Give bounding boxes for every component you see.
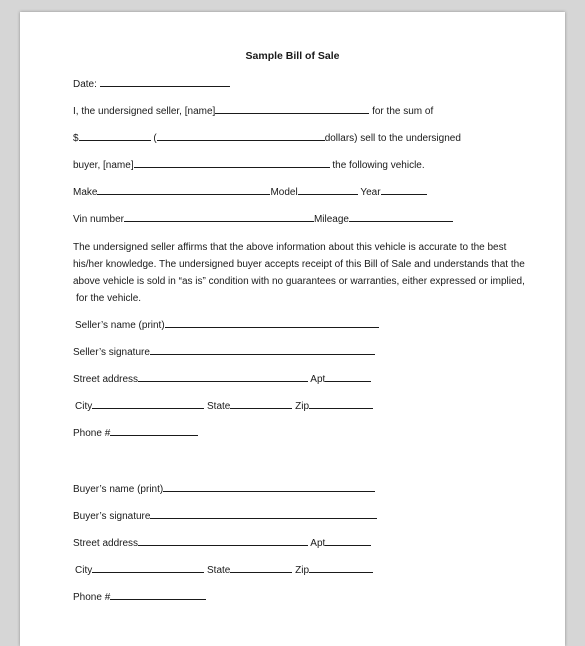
vin-row	[73, 211, 453, 226]
seller-city-field[interactable]	[92, 398, 204, 409]
document-page	[20, 12, 565, 646]
amount-words-field[interactable]	[157, 130, 325, 141]
mileage-label: Mileage	[313, 214, 349, 225]
seller-city-row	[75, 398, 373, 413]
amount-suffix: dollars) sell to the undersigned	[324, 133, 461, 144]
vehicle-row	[73, 184, 427, 199]
buyer-name-field[interactable]	[134, 157, 330, 168]
seller-state-field[interactable]	[230, 398, 292, 409]
seller-street-row	[73, 371, 371, 386]
seller-statement-prefix: I, the undersigned seller, [name]	[73, 106, 216, 117]
buyer-state-field[interactable]	[230, 562, 292, 573]
seller-signature-row	[73, 344, 375, 359]
amount-open-paren: (	[153, 133, 157, 144]
buyer-city-label: City	[75, 565, 93, 576]
buyer-phone-row	[73, 589, 206, 604]
affirmation-paragraph	[73, 239, 525, 307]
seller-phone-field[interactable]	[110, 425, 198, 436]
amount-row	[73, 130, 461, 145]
buyer-apt-label: Apt	[310, 538, 326, 549]
seller-apt-label: Apt	[310, 374, 326, 385]
vin-label: Vin number	[73, 214, 124, 225]
seller-name-field[interactable]	[215, 103, 369, 114]
model-label: Model	[270, 187, 298, 198]
date-field[interactable]	[100, 76, 230, 87]
year-field[interactable]	[381, 184, 427, 195]
buyer-statement-prefix: buyer, [name]	[73, 160, 134, 171]
seller-street-field[interactable]	[138, 371, 308, 382]
date-label: Date:	[73, 79, 97, 90]
mileage-field[interactable]	[349, 211, 453, 222]
buyer-statement-suffix: the following vehicle.	[332, 160, 425, 171]
seller-zip-field[interactable]	[309, 398, 373, 409]
dollar-sign: $	[73, 133, 79, 144]
make-field[interactable]	[97, 184, 270, 195]
seller-signature-field[interactable]	[150, 344, 375, 355]
buyer-signature-row	[73, 508, 377, 523]
model-field[interactable]	[298, 184, 358, 195]
buyer-city-field[interactable]	[92, 562, 204, 573]
buyer-street-row	[73, 535, 371, 550]
seller-print-name-field[interactable]	[165, 317, 379, 328]
buyer-signature-field[interactable]	[150, 508, 377, 519]
buyer-print-name-field[interactable]	[163, 481, 375, 492]
buyer-street-field[interactable]	[138, 535, 308, 546]
buyer-apt-field[interactable]	[325, 535, 371, 546]
make-label: Make	[73, 187, 98, 198]
seller-statement-suffix: for the sum of	[372, 106, 434, 117]
buyer-phone-field[interactable]	[110, 589, 206, 600]
buyer-street-label: Street address	[73, 538, 139, 549]
date-row	[73, 76, 230, 91]
buyer-zip-label: Zip	[295, 565, 310, 576]
buyer-state-label: State	[207, 565, 231, 576]
affirmation-line: for the vehicle.	[76, 293, 142, 304]
seller-street-label: Street address	[73, 374, 139, 385]
buyer-signature-label: Buyer’s signature	[73, 511, 151, 522]
buyer-city-row	[75, 562, 373, 577]
seller-state-label: State	[207, 401, 231, 412]
buyer-zip-field[interactable]	[309, 562, 373, 573]
seller-zip-label: Zip	[295, 401, 310, 412]
affirmation-line: his/her knowledge. The undersigned buyer accepts receipt of this Bill of Sale and understands that the	[73, 259, 525, 270]
document-title: Sample Bill of Sale	[245, 50, 340, 62]
seller-phone-label: Phone #	[73, 428, 111, 439]
seller-signature-label: Seller’s signature	[73, 347, 150, 358]
vin-field[interactable]	[124, 211, 314, 222]
seller-apt-field[interactable]	[325, 371, 371, 382]
buyer-print-name-label: Buyer’s name (print)	[73, 484, 164, 495]
amount-numeric-field[interactable]	[79, 130, 151, 141]
seller-name-row	[75, 317, 379, 332]
seller-print-name-label: Seller’s name (print)	[75, 320, 165, 331]
seller-phone-row	[73, 425, 198, 440]
buyer-name-row	[73, 481, 375, 496]
seller-statement-row	[73, 103, 433, 118]
affirmation-line: above vehicle is sold in “as is” condition with no guarantees or warranties, either expressed or implied,	[73, 276, 525, 287]
buyer-phone-label: Phone #	[73, 592, 111, 603]
buyer-statement-row	[73, 157, 425, 172]
year-label: Year	[360, 187, 381, 198]
seller-city-label: City	[75, 401, 93, 412]
affirmation-line: The undersigned seller affirms that the above information about this vehicle is accurate to the best	[73, 242, 507, 253]
